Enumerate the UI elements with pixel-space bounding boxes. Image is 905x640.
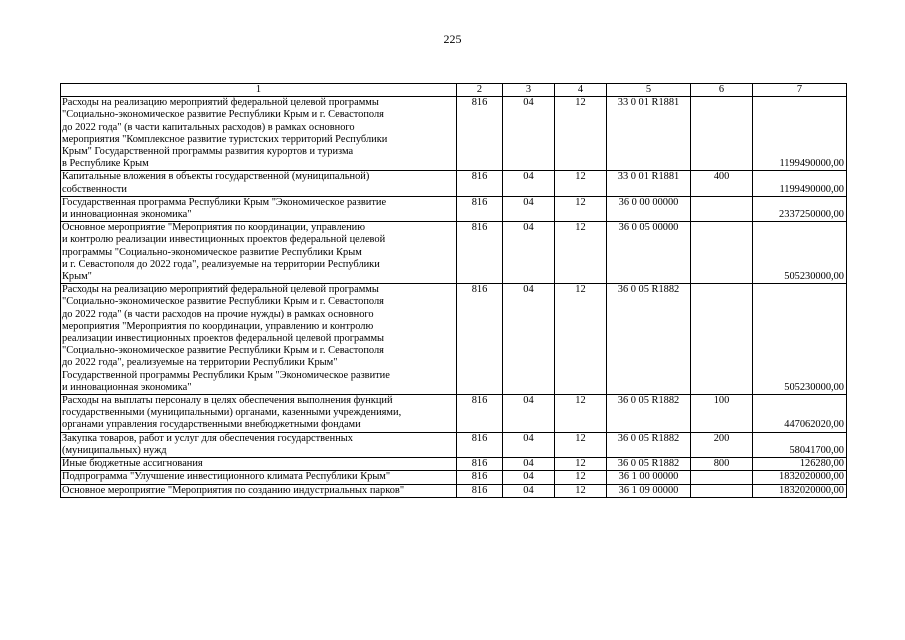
- expense-type-cell: 200: [691, 432, 753, 457]
- subsection-code-cell: 12: [555, 471, 607, 484]
- expense-type-cell: [691, 196, 753, 221]
- column-header: 7: [753, 84, 847, 97]
- row-name-cell: Подпрограмма "Улучшение инвестиционного климата Республики Крым": [61, 471, 457, 484]
- amount-cell: 126280,00: [753, 458, 847, 471]
- section-code-cell: 04: [503, 458, 555, 471]
- subsection-code-cell: 12: [555, 458, 607, 471]
- column-header: 1: [61, 84, 457, 97]
- target-article-cell: 36 0 05 R1882: [607, 458, 691, 471]
- ved-code-cell: 816: [457, 222, 503, 284]
- amount-cell: 447062020,00: [753, 395, 847, 433]
- ved-code-cell: 816: [457, 471, 503, 484]
- table-row: [61, 471, 847, 484]
- section-code-cell: 04: [503, 432, 555, 457]
- expense-type-cell: [691, 97, 753, 171]
- expense-type-cell: 400: [691, 171, 753, 196]
- table-header-row: [61, 84, 847, 97]
- expense-type-cell: [691, 284, 753, 395]
- table-row: [61, 97, 847, 171]
- section-code-cell: 04: [503, 171, 555, 196]
- table-row: [61, 484, 847, 497]
- row-name-cell: Иные бюджетные ассигнования: [61, 458, 457, 471]
- subsection-code-cell: 12: [555, 432, 607, 457]
- column-header: 4: [555, 84, 607, 97]
- row-name-cell: Расходы на реализацию мероприятий федеральной целевой программы "Социально-экономическое развитие Республики Крым и г. Севастополя до 2022 года" (в части капитальных расходов) в рамках основного мероприятия "Комплексное развитие туристских территорий Республики Крым" Государственной программы развития курортов и туризма в Республике Крым: [61, 97, 457, 171]
- column-header: 2: [457, 84, 503, 97]
- row-name-cell: Основное мероприятие "Мероприятия по координации, управлению и контролю реализации инвестиционных проектов федеральной целевой программы "Социально-экономическое развитие Республики Крым и г. Севастополя до 2022 года", реализуемые на территории Республики Крым": [61, 222, 457, 284]
- table-row: [61, 284, 847, 395]
- page-number: 225: [443, 32, 462, 46]
- target-article-cell: 36 1 09 00000: [607, 484, 691, 497]
- target-article-cell: 36 0 05 R1882: [607, 284, 691, 395]
- column-header: 3: [503, 84, 555, 97]
- amount-cell: 1832020000,00: [753, 484, 847, 497]
- section-code-cell: 04: [503, 97, 555, 171]
- target-article-cell: 36 0 00 00000: [607, 196, 691, 221]
- subsection-code-cell: 12: [555, 395, 607, 433]
- amount-cell: 2337250000,00: [753, 196, 847, 221]
- amount-cell: 505230000,00: [753, 222, 847, 284]
- section-code-cell: 04: [503, 284, 555, 395]
- ved-code-cell: 816: [457, 395, 503, 433]
- budget-table: [60, 83, 847, 498]
- subsection-code-cell: 12: [555, 222, 607, 284]
- amount-cell: 1199490000,00: [753, 97, 847, 171]
- target-article-cell: 36 1 00 00000: [607, 471, 691, 484]
- column-header: 6: [691, 84, 753, 97]
- subsection-code-cell: 12: [555, 484, 607, 497]
- subsection-code-cell: 12: [555, 171, 607, 196]
- amount-cell: 1199490000,00: [753, 171, 847, 196]
- row-name-cell: Капитальные вложения в объекты государственной (муниципальной) собственности: [61, 171, 457, 196]
- expense-type-cell: [691, 471, 753, 484]
- ved-code-cell: 816: [457, 171, 503, 196]
- row-name-cell: Основное мероприятие "Мероприятия по созданию индустриальных парков": [61, 484, 457, 497]
- subsection-code-cell: 12: [555, 284, 607, 395]
- section-code-cell: 04: [503, 484, 555, 497]
- amount-cell: 58041700,00: [753, 432, 847, 457]
- target-article-cell: 36 0 05 R1882: [607, 432, 691, 457]
- subsection-code-cell: 12: [555, 97, 607, 171]
- ved-code-cell: 816: [457, 432, 503, 457]
- ved-code-cell: 816: [457, 196, 503, 221]
- expense-type-cell: [691, 222, 753, 284]
- table-row: [61, 458, 847, 471]
- ved-code-cell: 816: [457, 97, 503, 171]
- row-name-cell: Государственная программа Республики Крым "Экономическое развитие и инновационная экономика": [61, 196, 457, 221]
- subsection-code-cell: 12: [555, 196, 607, 221]
- expense-type-cell: 100: [691, 395, 753, 433]
- expense-type-cell: [691, 484, 753, 497]
- target-article-cell: 33 0 01 R1881: [607, 171, 691, 196]
- column-header: 5: [607, 84, 691, 97]
- expense-type-cell: 800: [691, 458, 753, 471]
- ved-code-cell: 816: [457, 284, 503, 395]
- section-code-cell: 04: [503, 196, 555, 221]
- section-code-cell: 04: [503, 222, 555, 284]
- target-article-cell: 33 0 01 R1881: [607, 97, 691, 171]
- row-name-cell: Расходы на реализацию мероприятий федеральной целевой программы "Социально-экономическое развитие Республики Крым и г. Севастополя до 2022 года" (в части расходов на прочие нужды) в рамках основного мероприятия "Мероприятия по координации, управлению и контролю реализации инвестиционных проектов федеральной целевой программы "Социально-экономическое развитие Республики Крым и г. Севастополя до 2022 года", реализуемые на территории Республики Крым" Государственной программы Республики Крым "Экономическое развитие и инновационная экономика": [61, 284, 457, 395]
- target-article-cell: 36 0 05 00000: [607, 222, 691, 284]
- table-row: [61, 171, 847, 196]
- section-code-cell: 04: [503, 471, 555, 484]
- ved-code-cell: 816: [457, 458, 503, 471]
- table-row: [61, 222, 847, 284]
- amount-cell: 1832020000,00: [753, 471, 847, 484]
- row-name-cell: Закупка товаров, работ и услуг для обеспечения государственных (муниципальных) нужд: [61, 432, 457, 457]
- table-row: [61, 432, 847, 457]
- amount-cell: 505230000,00: [753, 284, 847, 395]
- target-article-cell: 36 0 05 R1882: [607, 395, 691, 433]
- row-name-cell: Расходы на выплаты персоналу в целях обеспечения выполнения функций государственными (муниципальными) органами, казенными учреждениями, органами управления государственными внебюджетными фондами: [61, 395, 457, 433]
- section-code-cell: 04: [503, 395, 555, 433]
- ved-code-cell: 816: [457, 484, 503, 497]
- table-row: [61, 196, 847, 221]
- table-row: [61, 395, 847, 433]
